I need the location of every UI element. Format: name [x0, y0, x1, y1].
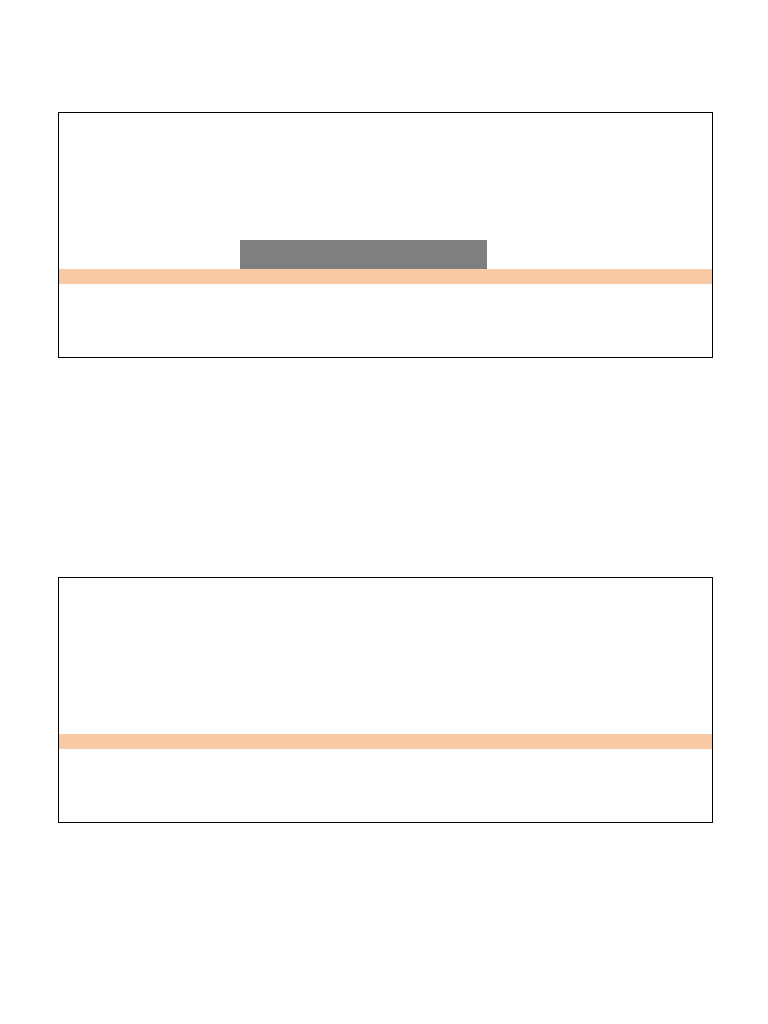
- shaded-block: [240, 240, 487, 269]
- top-report-sheet: [58, 112, 713, 358]
- bottom-report-sheet: [58, 577, 713, 823]
- total-row-fill-bottom: [59, 734, 712, 749]
- total-row-fill-top: [59, 269, 712, 284]
